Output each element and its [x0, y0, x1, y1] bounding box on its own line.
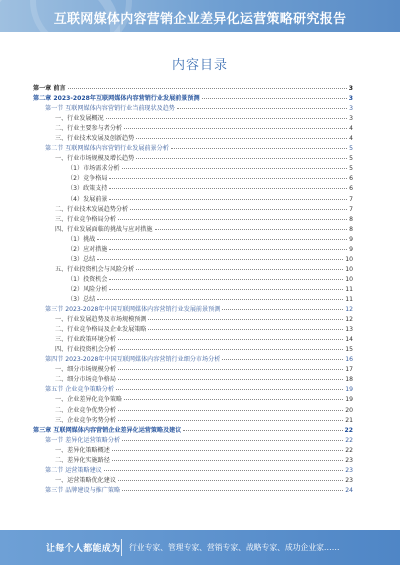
- toc-entry[interactable]: [33, 375, 353, 385]
- toc-entry[interactable]: [33, 486, 353, 496]
- toc-entry-page: 4: [349, 125, 353, 133]
- footer-tagline: 行业专家、管理专家、营销专家、战略专家、成功企业家……: [129, 543, 340, 552]
- toc-entry-page: 3: [349, 105, 353, 113]
- toc-leader-dots: [148, 328, 343, 330]
- report-header: [0, 0, 400, 32]
- toc-entry[interactable]: [33, 426, 353, 436]
- toc-entry-page: 5: [349, 155, 353, 163]
- toc-entry[interactable]: [33, 84, 353, 94]
- toc-entry[interactable]: [33, 275, 353, 285]
- toc-entry[interactable]: [33, 144, 353, 154]
- toc-entry-label: 二、行业竞争格局及企业发展策略: [55, 326, 147, 334]
- toc-entry-label: 二、差异化实施路径: [55, 456, 110, 464]
- toc-entry-label: （1）投资机会: [67, 275, 108, 283]
- toc-leader-dots: [155, 228, 348, 230]
- toc-entry-label: 一、差异化策略概述: [55, 446, 110, 454]
- toc-leader-dots: [109, 198, 347, 200]
- toc-entry-page: 10: [345, 255, 353, 263]
- toc-entry[interactable]: [33, 225, 353, 235]
- toc-entry-page: 4: [349, 135, 353, 143]
- footer-slogan: 让每个人都能成为: [46, 544, 121, 554]
- toc-entry-label: 四、行业投资机会分析: [55, 346, 116, 354]
- toc-entry[interactable]: [33, 255, 353, 265]
- toc-entry-label: 一、企业差异化竞争策略: [55, 396, 123, 404]
- footer-divider: [121, 539, 122, 556]
- toc-entry-page: 23: [345, 466, 353, 474]
- report-title: 互联网媒体内容营销企业差异化运营策略研究报告: [53, 12, 347, 27]
- toc-entry-label: 第二节 互联网媒体内容营销行业发展前景分析: [45, 145, 169, 153]
- toc-entry[interactable]: [33, 365, 353, 375]
- toc-entry-page: 5: [349, 145, 353, 153]
- toc-entry[interactable]: [33, 235, 353, 245]
- toc-entry-label: 第一节 差异化运营策略分析: [45, 436, 121, 444]
- toc-entry-page: 7: [349, 205, 353, 213]
- toc-title: 内容目录: [171, 58, 228, 73]
- toc-leader-dots: [116, 388, 343, 390]
- toc-entry-label: 一、行业发展概况: [55, 115, 104, 123]
- toc-entry-label: 一、行业市场规模及增长趋势: [55, 155, 135, 163]
- toc-leader-dots: [112, 449, 343, 451]
- toc-entry[interactable]: [33, 476, 353, 486]
- toc-entry[interactable]: [33, 184, 353, 194]
- toc-entry-page: 21: [345, 416, 353, 424]
- toc-leader-dots: [136, 268, 343, 270]
- toc-entry-label: 三、行业政策环境分析: [55, 336, 116, 344]
- toc-entry[interactable]: [33, 295, 353, 305]
- toc-leader-dots: [118, 409, 343, 411]
- toc-leader-dots: [109, 177, 347, 179]
- toc-entry-page: 10: [345, 265, 353, 273]
- toc-entry-page: 12: [345, 306, 353, 314]
- toc-entry[interactable]: [33, 406, 353, 416]
- toc-entry-label: 一、行业发展趋势及市场规模预测: [55, 316, 147, 324]
- toc-leader-dots: [97, 298, 343, 300]
- toc-entry-page: 13: [345, 326, 353, 334]
- toc-entry-page: 8: [349, 225, 353, 233]
- toc-entry-page: 6: [349, 185, 353, 193]
- toc-entry-page: 11: [345, 295, 353, 303]
- toc-entry-label: 二、细分市场竞争格局: [55, 376, 116, 384]
- toc-entry-label: （3）总结: [67, 295, 96, 303]
- toc-leader-dots: [118, 338, 343, 340]
- toc-entry[interactable]: [33, 154, 353, 164]
- toc-leader-dots: [109, 187, 347, 189]
- toc-entry[interactable]: [33, 94, 353, 104]
- toc-entry-label: 一、细分市场规模分析: [55, 366, 116, 374]
- toc-entry[interactable]: [33, 205, 353, 215]
- toc-leader-dots: [202, 97, 347, 99]
- toc-entry[interactable]: [33, 345, 353, 355]
- toc-entry-label: （4）发展前景: [67, 195, 108, 203]
- toc-entry[interactable]: [33, 395, 353, 405]
- toc-leader-dots: [109, 278, 343, 280]
- toc-entry-label: 二、行业技术发展趋势分析: [55, 205, 129, 213]
- toc-entry-page: 19: [345, 386, 353, 394]
- toc-entry-page: 5: [349, 165, 353, 173]
- toc-leader-dots: [118, 348, 343, 350]
- toc-leader-dots: [106, 117, 347, 119]
- toc-leader-dots: [130, 208, 347, 210]
- toc-entry[interactable]: [33, 164, 353, 174]
- toc-entry-label: （1）市场需求分析: [67, 165, 120, 173]
- toc-leader-dots: [118, 419, 343, 421]
- toc-entry-label: 第二章 2023-2028年互联网媒体内容营销行业发展前景预测: [33, 95, 200, 103]
- page-footer: [0, 530, 400, 565]
- toc-entry-label: （3）总结: [67, 255, 96, 263]
- toc-entry-label: （2）应对措施: [67, 245, 108, 253]
- toc-entry-page: 9: [349, 235, 353, 243]
- toc-entry-label: 三、行业竞争格局分析: [55, 215, 116, 223]
- toc-leader-dots: [97, 238, 347, 240]
- toc-entry-page: 3: [348, 95, 353, 103]
- toc-leader-dots: [122, 489, 343, 491]
- toc-entry-label: 三、企业竞争劣势分析: [55, 416, 116, 424]
- toc-entry-label: 第五节 企业竞争策略分析: [45, 386, 114, 394]
- toc-leader-dots: [118, 378, 343, 380]
- toc-entry-label: 第三章 互联网媒体内容营销企业差异化运营策略及建议: [33, 426, 182, 434]
- toc-leader-dots: [118, 368, 343, 370]
- toc-leader-dots: [136, 157, 347, 159]
- toc-entry-page: 23: [345, 476, 353, 484]
- toc-entry[interactable]: [33, 446, 353, 456]
- toc-leader-dots: [183, 429, 342, 431]
- toc-entry[interactable]: [33, 305, 353, 315]
- toc-entry-page: 24: [345, 486, 353, 494]
- toc-entry-page: 20: [345, 406, 353, 414]
- toc-leader-dots: [171, 147, 347, 149]
- toc-entry-label: （2）风险分析: [67, 285, 108, 293]
- toc-entry-label: 第二节 运营策略建议: [45, 466, 102, 474]
- toc-leader-dots: [118, 218, 347, 220]
- toc-entry[interactable]: [33, 416, 353, 426]
- toc-entry[interactable]: [33, 335, 353, 345]
- toc-entry-label: 二、行业主要参与者分析: [55, 125, 123, 133]
- toc-entry-label: 三、行业技术发展及创新趋势: [55, 135, 135, 143]
- toc-entry-page: 8: [349, 215, 353, 223]
- toc-entry[interactable]: [33, 325, 353, 335]
- toc-leader-dots: [122, 167, 347, 169]
- toc-entry[interactable]: [33, 466, 353, 476]
- toc-entry-page: 3: [349, 115, 353, 123]
- toc-leader-dots: [124, 127, 347, 129]
- toc-entry[interactable]: [33, 245, 353, 255]
- toc-entry-page: 22: [345, 436, 353, 444]
- toc-entry[interactable]: [33, 114, 353, 124]
- toc-entry-label: 一、运营策略优化建议: [55, 476, 116, 484]
- toc-entry-label: 第一章 前言: [33, 85, 66, 92]
- toc-leader-dots: [109, 288, 343, 290]
- toc-entry-page: 22: [344, 426, 353, 434]
- toc-leader-dots: [222, 308, 343, 310]
- toc-entry-page: 23: [345, 456, 353, 464]
- toc-entry[interactable]: [33, 174, 353, 184]
- toc-entry-label: 第三节 品牌建设与推广策略: [45, 486, 121, 494]
- toc-leader-dots: [109, 248, 347, 250]
- toc-entry-page: 3: [348, 85, 353, 92]
- toc-leader-dots: [222, 358, 343, 360]
- toc-entry[interactable]: [33, 215, 353, 225]
- toc-leader-dots: [112, 459, 343, 461]
- toc-entry[interactable]: [33, 195, 353, 205]
- toc-leader-dots: [148, 318, 343, 320]
- toc-leader-dots: [177, 107, 347, 109]
- toc-entry-page: 14: [345, 336, 353, 344]
- toc-entry[interactable]: [33, 355, 353, 365]
- toc-entry-page: 17: [345, 366, 353, 374]
- toc-entry-label: （1）挑战: [67, 235, 96, 243]
- toc-entry-page: 6: [349, 175, 353, 183]
- toc-entry-page: 7: [349, 195, 353, 203]
- toc-entry-page: 16: [345, 356, 353, 364]
- toc-entry-page: 9: [349, 245, 353, 253]
- toc-leader-dots: [122, 439, 343, 441]
- toc-leader-dots: [124, 398, 343, 400]
- toc-entry-page: 19: [345, 396, 353, 404]
- toc-entry-label: 四、行业发展面临的挑战与应对措施: [55, 225, 153, 233]
- toc-leader-dots: [136, 137, 347, 139]
- toc-entry[interactable]: [33, 285, 353, 295]
- toc-entry[interactable]: [33, 385, 353, 395]
- toc-entry-page: 10: [345, 275, 353, 283]
- toc-entry-label: （3）政策支持: [67, 185, 108, 193]
- toc-entry-page: 22: [345, 446, 353, 454]
- toc-entry[interactable]: [33, 436, 353, 446]
- toc-leader-dots: [68, 87, 347, 89]
- toc-entry-label: 二、企业竞争优势分析: [55, 406, 116, 414]
- toc-entry-label: 第三节 2023-2028年中国互联网媒体内容营销行业发展前景预测: [45, 306, 221, 314]
- toc-leader-dots: [104, 469, 343, 471]
- toc-entry-page: 18: [345, 376, 353, 384]
- toc-entry[interactable]: [33, 265, 353, 275]
- toc-entry-page: 11: [345, 285, 353, 293]
- table-of-contents: [33, 84, 353, 496]
- toc-entry-label: 第一节 互联网媒体内容营销行业当前现状及趋势: [45, 105, 175, 113]
- toc-entry-page: 12: [345, 316, 353, 324]
- toc-entry-label: 第四节 2023-2028年中国互联网媒体内容营销行业细分市场分析: [45, 356, 221, 364]
- toc-entry[interactable]: [33, 315, 353, 325]
- toc-entry-page: 15: [345, 346, 353, 354]
- toc-leader-dots: [118, 479, 343, 481]
- toc-leader-dots: [97, 258, 343, 260]
- toc-entry[interactable]: [33, 124, 353, 134]
- toc-entry-label: 五、行业投资机会与风险分析: [55, 265, 135, 273]
- toc-entry[interactable]: [33, 104, 353, 114]
- toc-entry[interactable]: [33, 456, 353, 466]
- toc-entry[interactable]: [33, 134, 353, 144]
- toc-entry-label: （2）竞争格局: [67, 175, 108, 183]
